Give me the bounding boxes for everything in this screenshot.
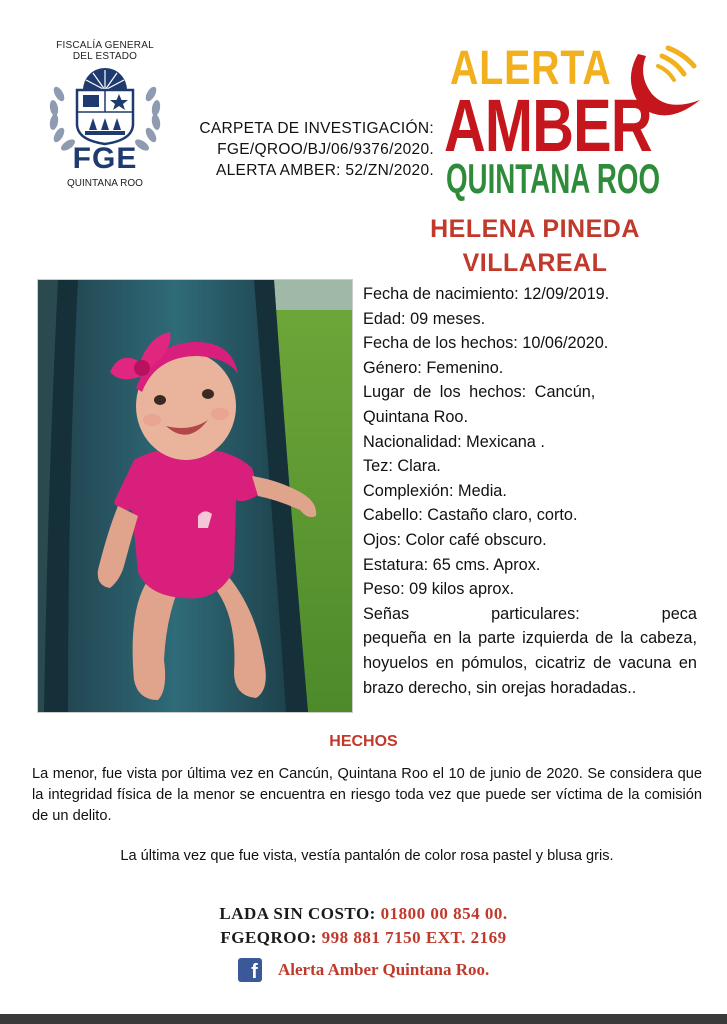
child-photo-icon <box>38 280 352 712</box>
alerta-text: ALERTA <box>450 42 612 95</box>
person-details <box>363 282 697 700</box>
facebook-icon: f <box>238 958 262 982</box>
detail-complexion-tone: Tez: Clara. <box>363 457 441 476</box>
amber-text: AMBER <box>444 84 652 167</box>
hechos-paragraph1: La menor, fue vista por última vez en Cancún, Quintana Roo el 10 de junio de 2020. Se considera que la integridad física de la menor se encuentra en riesgo toda vez que puede ser víctima de la comisión de un delito. <box>32 766 702 824</box>
facebook-line <box>0 958 727 982</box>
contact-lada-value: 01800 00 854 00. <box>380 904 508 923</box>
detail-hair: Cabello: Castaño claro, corto. <box>363 506 578 525</box>
case-info <box>178 118 434 181</box>
quintana-roo-text: QUINTANA ROO <box>446 155 661 202</box>
fge-bottom-text: QUINTANA ROO <box>67 178 143 189</box>
detail-marks-text: pequeña en la parte izquierda de la cabeza, hoyuelos en pómulos, cicatriz de vacuna en brazo derecho, sin orejas horadadas.. <box>363 629 697 697</box>
case-info-line1: CARPETA DE INVESTIGACIÓN: <box>199 120 434 137</box>
name-line1: HELENA PINEDA <box>430 215 640 243</box>
detail-marks-word1: Señas <box>363 604 410 623</box>
contact-fge-value: 998 881 7150 EXT. 2169 <box>321 928 507 947</box>
detail-marks-word3: peca <box>661 604 697 623</box>
hechos-title: HECHOS <box>329 733 398 750</box>
facebook-page-name: Alerta Amber Quintana Roo. <box>278 960 490 979</box>
detail-marks-word2: particulares: <box>491 604 580 623</box>
missing-person-name <box>390 212 680 280</box>
detail-place-line2: Quintana Roo. <box>363 407 468 426</box>
fge-logo <box>32 40 178 210</box>
detail-height: Estatura: 65 cms. Aprox. <box>363 555 541 574</box>
detail-weight: Peso: 09 kilos aprox. <box>363 580 515 599</box>
detail-marks-heading <box>363 602 697 627</box>
case-info-line2: FGE/QROO/BJ/06/9376/2020. <box>217 141 434 158</box>
contact-info <box>0 902 727 950</box>
detail-incident-date: Fecha de los hechos: 10/06/2020. <box>363 334 609 353</box>
contact-fge-line <box>0 926 727 950</box>
detail-eyes: Ojos: Color café obscuro. <box>363 530 547 549</box>
detail-nationality: Nacionalidad: Mexicana . <box>363 432 545 451</box>
fge-letters: FGE <box>72 142 138 175</box>
contact-lada-line <box>0 902 727 926</box>
child-photo <box>38 280 352 712</box>
detail-gender: Género: Femenino. <box>363 358 504 377</box>
detail-build: Complexión: Media. <box>363 481 507 500</box>
fge-top-text-line1: FISCALÍA GENERAL <box>56 40 154 51</box>
bottom-bar <box>0 1014 727 1024</box>
fge-emblem <box>45 64 165 176</box>
detail-place-line1: Lugar de los hechos: Cancún, <box>363 383 596 402</box>
name-line2: VILLAREAL <box>462 249 608 277</box>
alerta-amber-logo <box>440 40 708 210</box>
detail-birthdate: Fecha de nacimiento: 12/09/2019. <box>363 285 610 303</box>
contact-lada-label: LADA SIN COSTO: <box>219 904 376 923</box>
case-info-line3: ALERTA AMBER: 52/ZN/2020. <box>216 162 434 179</box>
fge-top-text-line2: DEL ESTADO <box>72 51 138 62</box>
hechos-paragraph2: La última vez que fue vista, vestía pantalón de color rosa pastel y blusa gris. <box>120 848 614 864</box>
contact-fge-label: FGEQROO: <box>220 928 317 947</box>
detail-age: Edad: 09 meses. <box>363 309 486 328</box>
